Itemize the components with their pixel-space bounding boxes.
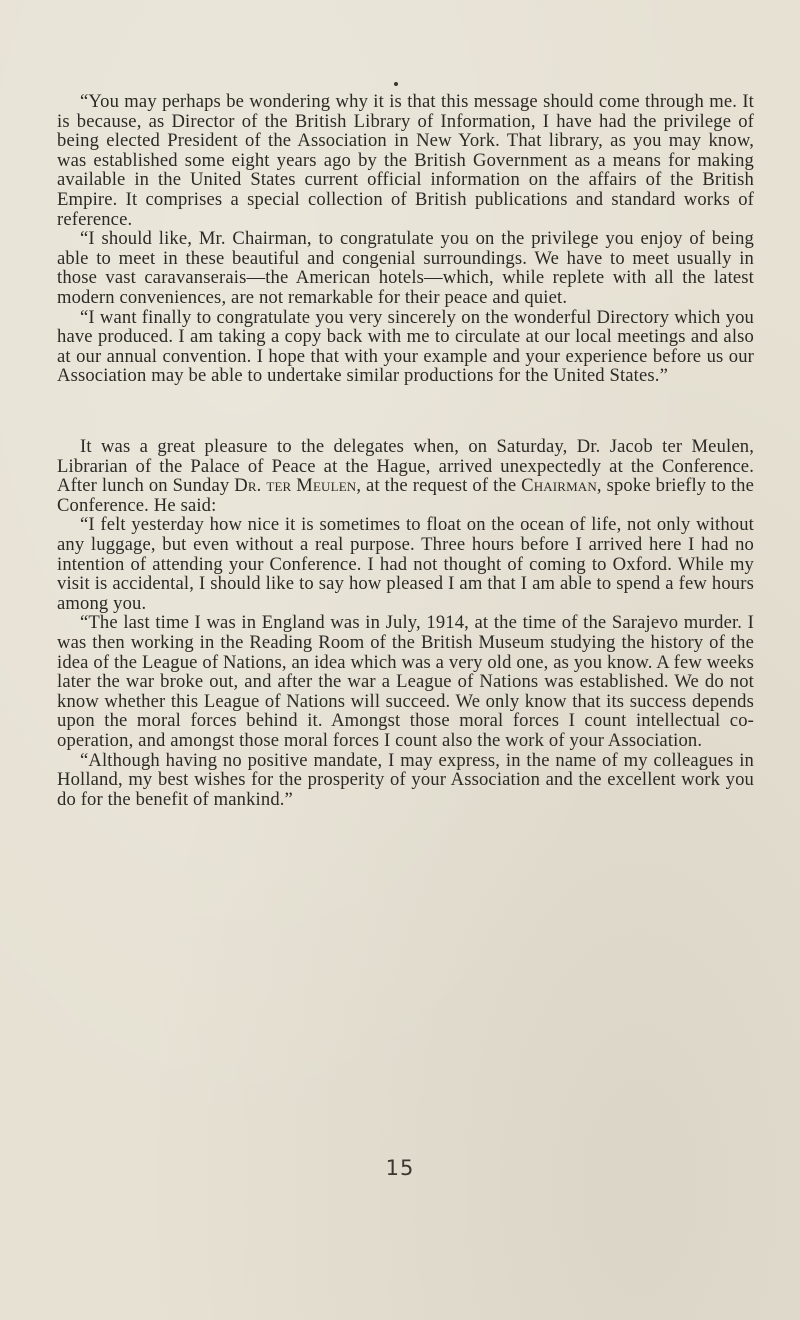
ink-dot <box>394 82 398 86</box>
chairman-title: Chairman <box>521 475 597 497</box>
paragraph: “I felt yesterday how nice it is sometimes to float on the ocean of life, not only without any luggage, but even without a real purpose. Three hours before I arrived here I had no intention of attending your Conference. I had not thought of coming to Oxford. While my visit is accidental, I should like to say how pleased I am that I am able to spend a few hours among you. <box>57 514 754 614</box>
paragraph: “I should like, Mr. Chairman, to congratulate you on the privilege you enjoy of being able to meet in these beautiful and congenial surroundings. We have to meet usually in those vast caravanserais—the American hotels—which, while replete with all the latest modern conveniences, are not remarkable for their peace and quiet. <box>57 228 754 308</box>
speaker-name: Dr. ter Meulen <box>234 475 357 497</box>
intro-text: , spoke briefly to the Conference. He said: <box>57 475 754 516</box>
page-number: 15 <box>385 1156 415 1180</box>
paragraph: “I want finally to congratulate you very sincerely on the wonderful Directory which you have produced. I am taking a copy back with me to circulate at our local meetings and also at our annual convention. I hope that with your example and your experience before us our Association may be able to undertake similar productions for the United States.” <box>57 306 754 387</box>
intro-text: It was a great pleasure to the delegates when, on Saturday, Dr. Jacob ter Meulen, Librarian of the Palace of Peace at the Hague, arrived unexpectedly at the Conference. After lunch on Sunday <box>57 436 754 497</box>
intro-text: , at the request of the <box>356 475 522 497</box>
paragraph: “You may perhaps be wondering why it is that this message should come through me. It is because, as Director of the British Library of Information, I have had the privilege of being elected President of the Association in New York. That library, as you may know, was established some eight years ago by the British Government as a means for making available in the United States current official information on the affairs of the British Empire. It comprises a special collection of British publications and standard works of reference. <box>57 91 754 230</box>
paragraph: “The last time I was in England was in July, 1914, at the time of the Sarajevo murder. I was then working in the Reading Room of the British Museum studying the history of the idea of the League of Nations, an idea which was a very old one, as you know. A few weeks later the war broke out, and after the war a League of Nations was established. We do not know whether this League of Nations will succeed. We only know that its success depends upon the moral forces behind it. Amongst those moral forces I count intellectual co-operation, and amongst those moral forces I count also the work of your Association. <box>57 612 754 751</box>
message-section <box>57 92 754 386</box>
intro-paragraph <box>57 437 754 515</box>
conference-section <box>57 437 754 809</box>
paragraph: “Although having no positive mandate, I may express, in the name of my colleagues in Holland, my best wishes for the prosperity of your Association and the excellent work you do for the benefit of mankind.” <box>57 749 754 810</box>
